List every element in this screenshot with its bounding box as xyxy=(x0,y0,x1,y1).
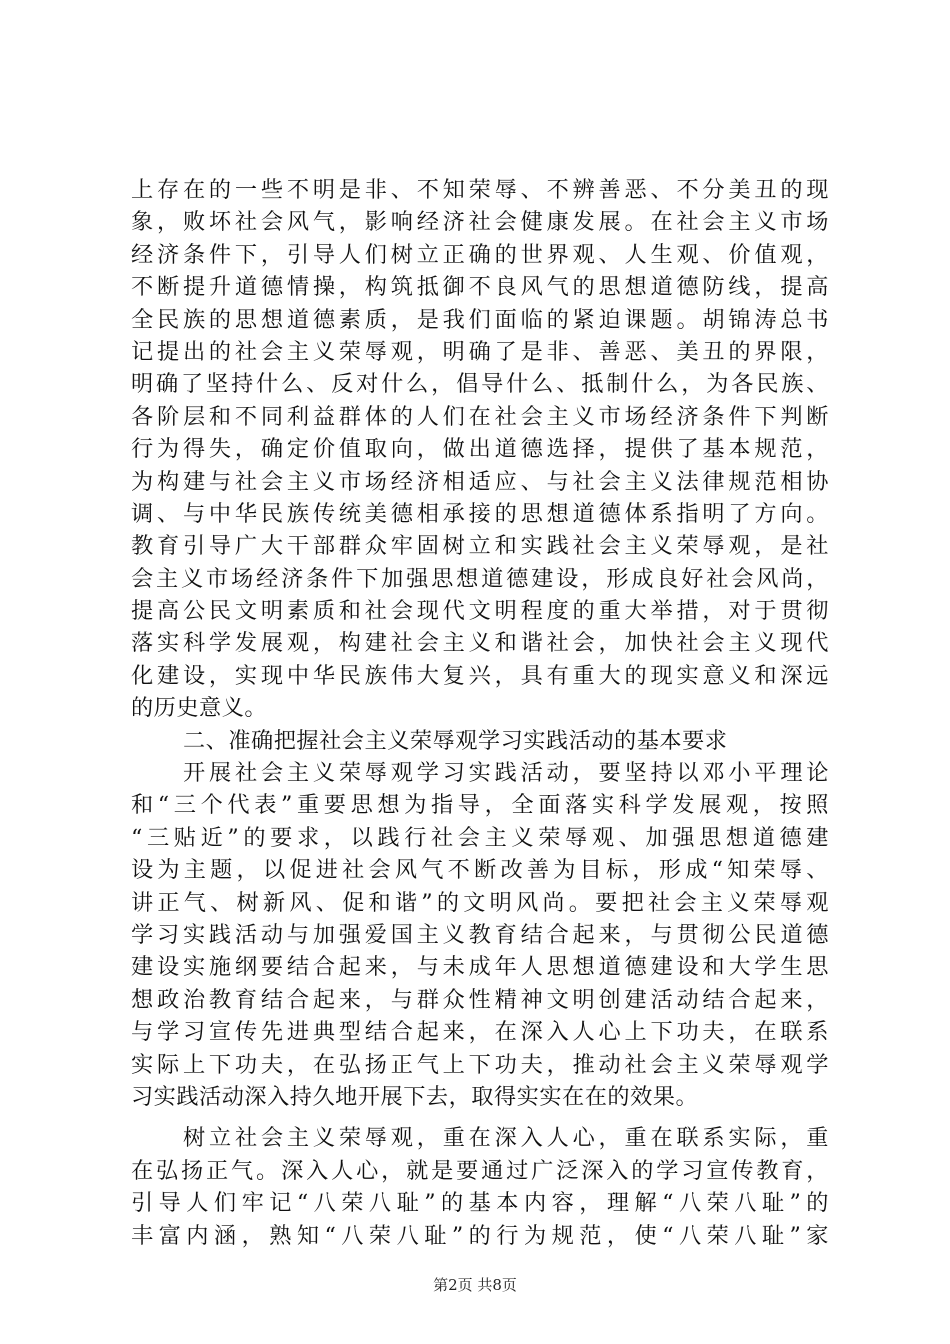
text-line: 提高公民文明素质和社会现代文明程度的重大举措，对于贯彻 xyxy=(131,598,829,625)
text-line: 与学习宣传先进典型结合起来，在深入人心上下功夫，在联系 xyxy=(131,1019,829,1046)
text-line: 学习实践活动与加强爱国主义教育结合起来，与贯彻公民道德 xyxy=(131,921,829,948)
text-line: 行为得失，确定价值取向，做出道德选择，提供了基本规范， xyxy=(131,436,829,463)
text-line: 和“三个代表”重要思想为指导，全面落实科学发展观，按照 xyxy=(131,792,829,819)
text-line: 全民族的思想道德素质，是我们面临的紧迫课题。胡锦涛总书 xyxy=(131,306,829,333)
text-line: 各阶层和不同利益群体的人们在社会主义市场经济条件下判断 xyxy=(131,403,829,430)
document-body xyxy=(131,174,829,1252)
text-line: “三贴近”的要求，以践行社会主义荣辱观、加强思想道德建 xyxy=(131,824,829,851)
text-line: 开展社会主义荣辱观学习实践活动，要坚持以邓小平理论 xyxy=(183,760,829,787)
text-line: 调、与中华民族传统美德相承接的思想道德体系指明了方向。 xyxy=(131,500,829,527)
paragraph xyxy=(131,1122,829,1252)
text-line: 引导人们牢记“八荣八耻”的基本内容，理解“八荣八耻”的 xyxy=(131,1190,829,1217)
section-heading xyxy=(131,725,829,757)
paragraph xyxy=(131,757,829,1113)
text-line: 经济条件下，引导人们树立正确的世界观、人生观、价值观， xyxy=(131,241,829,268)
text-line: 习实践活动深入持久地开展下去，取得实实在在的效果。 xyxy=(131,1083,699,1110)
text-line: 为构建与社会主义市场经济相适应、与社会主义法律规范相协 xyxy=(131,468,829,495)
text-line: 会主义市场经济条件下加强思想道德建设，形成良好社会风尚， xyxy=(131,565,829,592)
text-line: 树立社会主义荣辱观，重在深入人心，重在联系实际，重 xyxy=(183,1125,829,1152)
text-line: 明确了坚持什么、反对什么，倡导什么、抵制什么，为各民族、 xyxy=(131,371,829,398)
text-line: 上存在的一些不明是非、不知荣辱、不辨善恶、不分美丑的现 xyxy=(131,177,829,203)
text-line: 象，败坏社会风气，影响经济社会健康发展。在社会主义市场 xyxy=(131,209,829,236)
text-line: 化建设，实现中华民族伟大复兴，具有重大的现实意义和深远 xyxy=(131,662,829,689)
text-line: 记提出的社会主义荣辱观，明确了是非、善恶、美丑的界限， xyxy=(131,338,829,365)
text-line: 想政治教育结合起来，与群众性精神文明创建活动结合起来， xyxy=(131,986,829,1013)
heading-line: 二、准确把握社会主义荣辱观学习实践活动的基本要求 xyxy=(183,727,728,754)
page-number-footer: 第2页 共8页 xyxy=(433,1276,517,1294)
text-line: 在弘扬正气。深入人心，就是要通过广泛深入的学习宣传教育， xyxy=(131,1157,829,1184)
text-line: 实际上下功夫，在弘扬正气上下功夫，推动社会主义荣辱观学 xyxy=(131,1051,829,1078)
text-line: 教育引导广大干部群众牢固树立和实践社会主义荣辱观，是社 xyxy=(131,533,829,560)
text-line: 讲正气、树新风、促和谐”的文明风尚。要把社会主义荣辱观 xyxy=(131,889,829,916)
text-line: 设为主题，以促进社会风气不断改善为目标，形成“知荣辱、 xyxy=(131,857,829,884)
paragraph xyxy=(131,174,829,725)
text-line: 的历史意义。 xyxy=(131,695,268,722)
text-line: 不断提升道德情操，构筑抵御不良风气的思想道德防线，提高 xyxy=(131,274,829,301)
text-line: 落实科学发展观，构建社会主义和谐社会，加快社会主义现代 xyxy=(131,630,829,657)
text-line: 丰富内涵，熟知“八荣八耻”的行为规范，使“八荣八耻”家 xyxy=(131,1222,829,1249)
text-line: 建设实施纲要结合起来，与未成年人思想道德建设和大学生思 xyxy=(131,954,829,981)
